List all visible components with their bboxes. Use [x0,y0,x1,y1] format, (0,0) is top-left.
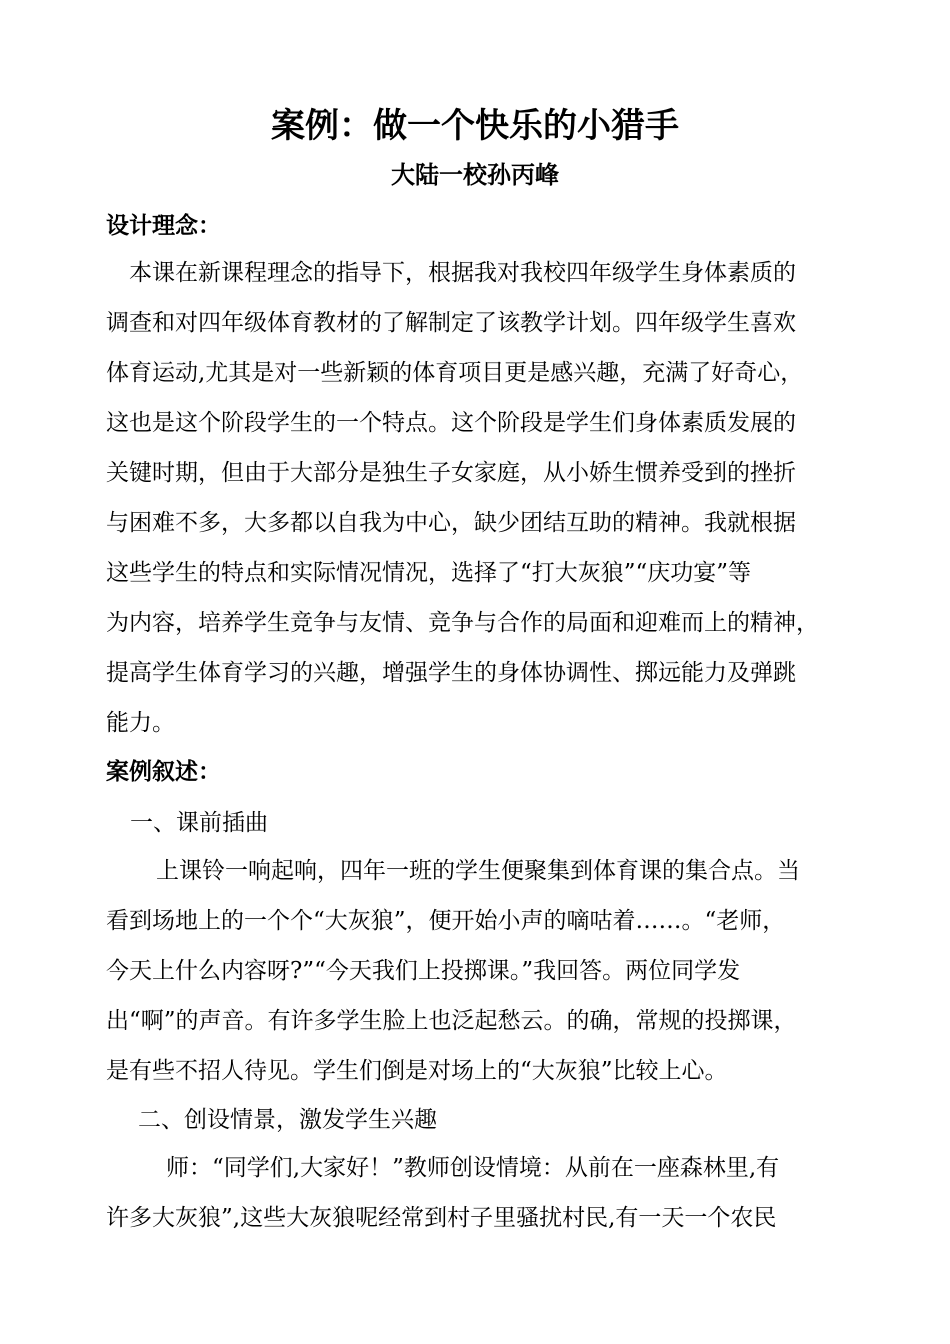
subheading-create-scene: 二、创设情景，激发学生兴趣 [138,1107,437,1133]
text-line: 与困难不多，大多都以自我为中心，缺少团结互助的精神。我就根据 [106,510,796,536]
section-heading-design-concept: 设计理念： [106,213,221,239]
text-line: 许多大灰狼”,这些大灰狼呢经常到村子里骚扰村民,有一天一个农民 [106,1205,777,1231]
document-title: 案例：做一个快乐的小猎手 [271,106,679,146]
text-line: 能力。 [106,710,175,736]
text-line: 出“啊”的声音。有许多学生脸上也泛起愁云。的确，常规的投掷课， [106,1008,797,1034]
text-line: 关键时期，但由于大部分是独生子女家庭，从小娇生惯养受到的挫折 [106,460,796,486]
paragraph-create-scene [106,1143,850,1243]
paragraph-design-concept [106,248,850,748]
text-line: 今天上什么内容呀?”“今天我们上投掷课。”我回答。两位同学发 [106,958,741,984]
paragraph-pre-class [106,846,850,1096]
text-line: 这些学生的特点和实际情况情况，选择了“打大灰狼”“庆功宴”等 [106,560,752,586]
text-line: 看到场地上的一个个“大灰狼”，便开始小声的嘀咕着……。“老师， [106,908,786,934]
text-line: 体育运动,尤其是对一些新颖的体育项目更是感兴趣，充满了好奇心， [106,360,804,386]
text-line: 本课在新课程理念的指导下，根据我对我校四年级学生身体素质的 [129,260,796,286]
subheading-pre-class: 一、课前插曲 [130,810,268,836]
text-line: 为内容，培养学生竞争与友情、竞争与合作的局面和迎难而上的精神， [106,610,819,636]
text-line: 上课铃一响起响，四年一班的学生便聚集到体育课的集合点。当 [156,858,800,884]
section-heading-case-narrative: 案例叙述： [106,759,221,785]
text-line: 师：“同学们,大家好！”教师创设情境：从前在一座森林里,有 [166,1155,780,1181]
document-author: 大陆一校孙丙峰 [391,161,559,189]
text-line: 调查和对四年级体育教材的了解制定了该教学计划。四年级学生喜欢 [106,310,796,336]
text-line: 这也是这个阶段学生的一个特点。这个阶段是学生们身体素质发展的 [106,410,796,436]
text-line: 是有些不招人待见。学生们倒是对场上的“大灰狼”比较上心。 [106,1058,728,1084]
text-line: 提高学生体育学习的兴趣，增强学生的身体协调性、掷远能力及弹跳 [106,660,796,686]
